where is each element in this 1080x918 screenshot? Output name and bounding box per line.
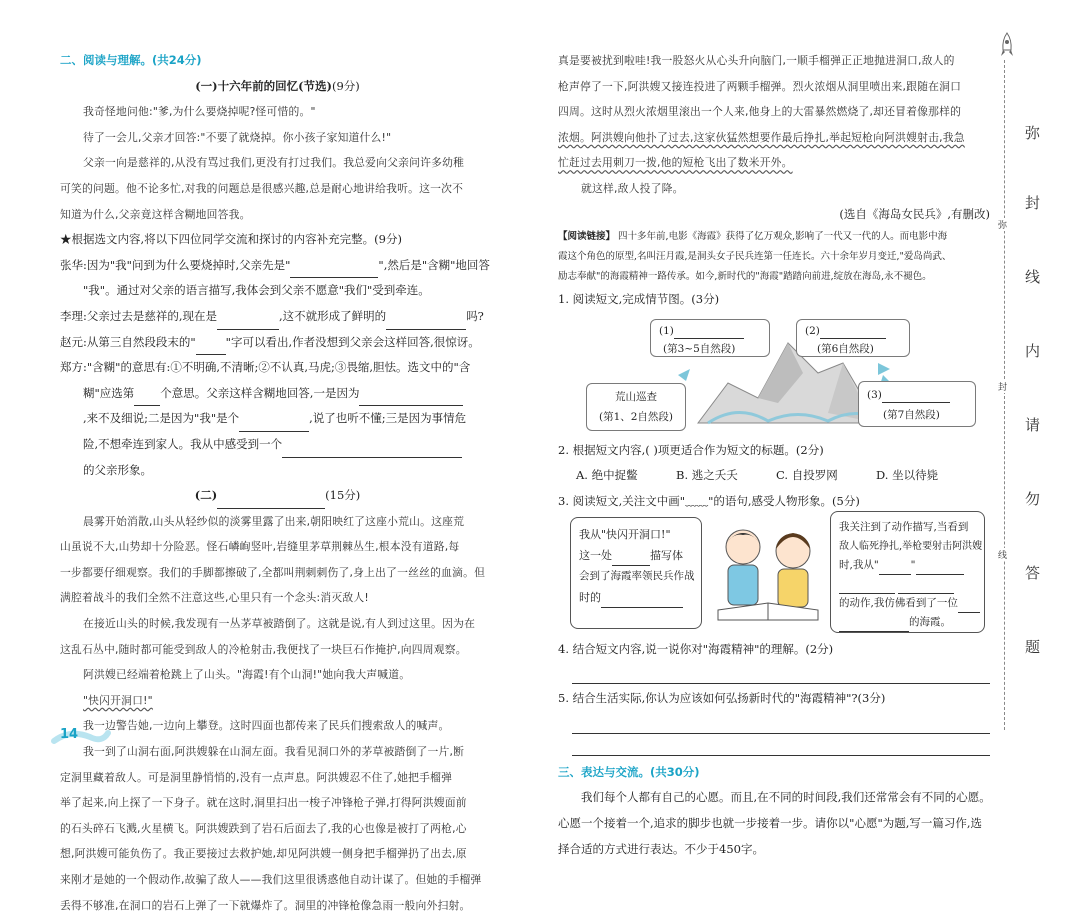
- essay-prompt: 我们每个人都有自己的心愿。而且,在不同的时间段,我们还常常会有不同的心愿。: [581, 790, 991, 805]
- option-c[interactable]: C. 自投罗网: [776, 468, 838, 483]
- option-a[interactable]: A. 绝中捉鳖: [576, 468, 638, 483]
- source-note: (选自《海岛女民兵》,有删改): [839, 206, 990, 221]
- passage1-line: 父亲一向是慈祥的,从没有骂过我们,更没有打过我们。我总爱向父亲问许多幼稚: [83, 156, 465, 170]
- plot-sub: (第3~5自然段): [663, 342, 736, 355]
- bubble-text: 时的: [579, 590, 601, 604]
- passage2-line: 阿洪嫂已经端着枪跳上了山头。"海霞!有个山洞!"她向我大声喊道。: [83, 668, 411, 682]
- bubble-text: 敌人临死挣扎,举枪要射击阿洪嫂: [839, 540, 983, 552]
- plot-box-2: [796, 319, 910, 357]
- reading-link-text: 霞这个角色的原型,名叫汪月霞,是洞头女子民兵连第一任连长。六十余年岁月变迁,"爱岛尚武、: [558, 251, 952, 263]
- passage1-line: 可笑的问题。他不论多忙,对我的问题总是很感兴趣,总是耐心地讲给我听。这一次不: [60, 181, 464, 195]
- answer-blank[interactable]: [839, 580, 895, 594]
- answer-blank[interactable]: [359, 392, 463, 406]
- answer-blank[interactable]: [134, 392, 160, 406]
- seal-char: 封: [1025, 194, 1041, 212]
- bubble-text: 时,我从": [839, 558, 879, 571]
- answer-blank[interactable]: [882, 391, 950, 403]
- answer-zhang: [60, 253, 495, 279]
- reading-link-label: 【阅读链接】: [558, 231, 616, 243]
- q-text: 个意思。父亲这样含糊地回答,一是因为: [160, 385, 360, 400]
- reading-link-text: 励志奉献"的海霞精神一路传承。如今,新时代的"海霞"踏踏向前进,绽放在海岛,永不褪色。: [558, 271, 932, 283]
- bubble-text: 我从"快闪开洞口!": [579, 527, 671, 541]
- seal-dashed-line: [1004, 60, 1005, 730]
- passage1-score: (9分): [331, 78, 360, 93]
- answer-zheng-2: [60, 381, 495, 407]
- seal-mark: 线: [998, 548, 1007, 561]
- passage2-end: 就这样,敌人投了降。: [581, 181, 684, 195]
- answer-li: [60, 304, 495, 330]
- passage2-line: 想,阿洪嫂可能负伤了。我正要接过去救护她,却见阿洪嫂一侧身把手榴弹扔了出去,原: [60, 847, 467, 861]
- plot-num: (3): [867, 388, 882, 401]
- passage2-cont-line-wavy: 浓烟。阿洪嫂向他扑了过去,这家伙猛然想要作最后挣扎,举起短枪向阿洪嫂射击,我急: [558, 130, 965, 144]
- option-d[interactable]: D. 坐以待毙: [876, 468, 939, 483]
- question-3-illustration: [558, 515, 990, 637]
- plot-box-0: [586, 383, 686, 431]
- children-reading-illustration: [708, 515, 828, 633]
- answer-blank[interactable]: [196, 341, 226, 355]
- speech-bubble-left: [570, 517, 702, 629]
- bubble-text: 的海霞。: [909, 615, 951, 628]
- page-number: 14: [60, 727, 79, 742]
- answer-zheng-1: 郑方:"含糊"的意思有:①不明确,不清晰;②不认真,马虎;③畏缩,胆怯。选文中的"含: [60, 360, 471, 375]
- answer-blank[interactable]: [290, 264, 378, 278]
- q-text: 赵元:从第三自然段段末的": [60, 334, 196, 349]
- plot-sub: (第6自然段): [817, 342, 874, 355]
- plot-num: (2): [805, 324, 820, 337]
- q-text: 吗?: [466, 308, 484, 323]
- plot-title: 荒山巡查: [615, 390, 657, 403]
- q-text: 李理:父亲过去是慈祥的,现在是: [60, 308, 218, 323]
- seal-char: 弥: [1025, 124, 1041, 142]
- passage2-line: 的石头碎石飞溅,火星横飞。阿洪嫂跌到了岩石后面去了,我的心也像是被打了两枪,心: [60, 821, 467, 835]
- passage2-line: 在接近山头的时候,我发现有一丛茅草被踏倒了。这就是说,有人到过这里。因为在: [83, 617, 476, 631]
- passage2-title: [60, 483, 495, 509]
- passage2-cont-line: 枪声停了一下,阿洪嫂又接连投进了两颗手榴弹。烈火浓烟从洞里喷出来,跟随在洞口: [558, 79, 962, 93]
- question-star: ★根据选文内容,将以下四位同学交流和探讨的内容补充完整。(9分): [60, 232, 402, 247]
- question-1: 1. 阅读短文,完成情节图。(3分): [558, 292, 720, 307]
- speech-bubble-right: [830, 511, 985, 633]
- plot-box-3: [858, 381, 976, 427]
- passage2-line: 丢得不够准,在洞口的岩石上弹了一下就爆炸了。洞里的冲锋枪像急雨一般向外扫射。: [60, 898, 471, 912]
- passage2-line: 来刚才是她的一个假动作,故骗了敌人——我们这里很诱惑他自动计谋了。但她的手榴弹: [60, 873, 482, 886]
- answer-blank[interactable]: [820, 327, 886, 339]
- q-text: 险,不想牵连到家人。我从中感受到一个: [83, 436, 283, 451]
- question-2-options: [558, 463, 990, 489]
- answer-blank[interactable]: [916, 561, 964, 575]
- right-column: [558, 48, 990, 862]
- bubble-text: 描写体: [650, 548, 683, 562]
- passage2-line: 定洞里藏着敌人。可是洞里静悄悄的,没有一点声息。阿洪嫂忍不住了,她把手榴弹: [60, 770, 453, 784]
- q-text: 张华:因为"我"问到为什么要烧掉时,父亲先是": [60, 257, 291, 272]
- q-text: ,这不就形成了鲜明的: [279, 308, 387, 323]
- q-text: ,来不及细说;二是因为"我"是个: [83, 411, 240, 426]
- answer-blank[interactable]: [217, 316, 279, 330]
- passage1-line: 我奇怪地问他:"爹,为什么要烧掉呢?怪可惜的。": [83, 105, 316, 119]
- seal-char: 请: [1025, 416, 1041, 434]
- answer-zhao: [60, 330, 495, 356]
- option-b[interactable]: B. 逃之夭夭: [676, 468, 738, 483]
- seal-char: 题: [1025, 638, 1041, 656]
- seal-char: 线: [1025, 268, 1041, 286]
- plot-diagram: [558, 313, 990, 438]
- passage2-heading: (二): [194, 488, 218, 503]
- bubble-text: 的动作,我仿佛看到了一位: [839, 596, 958, 609]
- reading-link-text: 四十多年前,电影《海霞》获得了亿万观众,影响了一代又一代的人。而电影中海: [618, 231, 948, 243]
- seal-char: 内: [1025, 342, 1041, 360]
- answer-blank[interactable]: [601, 594, 683, 608]
- answer-blank[interactable]: [612, 552, 650, 566]
- plot-num: (1): [659, 324, 674, 337]
- passage2-cont-line: 真是要被扰到啦哇!我一股怒火从心头升向脑门,一顺手榴弹正正地抛进洞口,敌人的: [558, 54, 955, 67]
- q-text: ,说了也听不懂;三是因为事情危: [309, 411, 467, 426]
- answer-zheng-4: [60, 432, 495, 458]
- answer-blank[interactable]: [839, 618, 909, 632]
- plot-box-1: [650, 319, 770, 357]
- essay-prompt: 择合适的方式进行表达。不少于450字。: [558, 841, 764, 856]
- passage1-line: 待了一会儿,父亲才回答:"不要了就烧掉。你小孩子家知道什么!": [83, 130, 392, 144]
- question-3: 3. 阅读短文,关注文中画"﹏﹏"的语句,感受人物形象。(5分): [558, 493, 860, 508]
- passage2-line-wavy: "快闪开洞口!": [83, 693, 153, 707]
- answer-line-q5-2[interactable]: [572, 734, 990, 756]
- answer-line-q4[interactable]: [572, 662, 990, 684]
- question-5: 5. 结合生活实际,你认为应该如何弘扬新时代的"海霞精神"?(3分): [558, 691, 886, 706]
- seal-char: 答: [1025, 564, 1041, 582]
- answer-zheng-5: 的父亲形象。: [83, 462, 152, 477]
- answer-blank[interactable]: [958, 599, 980, 613]
- rocket-icon: [1000, 32, 1014, 58]
- passage2-line: 晨雾开始消散,山头从轻纱似的淡雾里露了出来,朝阳映红了这座小荒山。这座荒: [83, 514, 465, 528]
- q-text: ",然后是"含糊"地回答: [378, 257, 490, 272]
- q-text: 糊"应选第: [83, 385, 135, 400]
- question-2: 2. 根据短文内容,( )项更适合作为短文的标题。(2分): [558, 442, 824, 457]
- plot-sub: (第7自然段): [883, 408, 940, 421]
- answer-blank[interactable]: [239, 418, 309, 432]
- page-number-swoosh: [50, 725, 110, 747]
- passage1-heading: (一)十六年前的回忆(节选): [195, 78, 332, 93]
- passage1-title: [60, 74, 495, 100]
- answer-blank[interactable]: [386, 316, 466, 330]
- answer-blank[interactable]: [879, 561, 911, 575]
- passage1-line: 知道为什么,父亲竟这样含糊地回答我。: [60, 207, 251, 221]
- passage2-line: 举了起来,向上探了一下身子。就在这时,洞里扫出一梭子冲锋枪子弹,打得阿洪嫂面前: [60, 796, 467, 810]
- q-text: "字可以看出,作者没想到父亲会这样回答,很惊讶。: [225, 334, 480, 349]
- essay-prompt: 心愿一个接着一个,追求的脚步也就一步接着一步。请你以"心愿"为题,写一篇习作,选: [558, 815, 983, 830]
- seal-mark: 封: [998, 380, 1007, 393]
- passage2-cont-line: 四周。这时从烈火浓烟里滚出一个人来,他身上的大雷暴然燃烧了,却还冒着像那样的: [558, 105, 962, 119]
- answer-blank[interactable]: [898, 580, 954, 594]
- passage2-line: 我一边警告她,一边向上攀登。这时四面也都传来了民兵们搜索敌人的喊声。: [83, 719, 450, 733]
- reading-link: [558, 227, 990, 247]
- left-column: [60, 48, 495, 918]
- title-blank[interactable]: [217, 495, 325, 509]
- bubble-text: 会到了海霞率领民兵作战: [579, 569, 695, 582]
- question-4: 4. 结合短文内容,说一说你对"海霞精神"的理解。(2分): [558, 641, 834, 656]
- passage2-line: 满腔着战斗的我们全然不注意这些,心里只有一个念头:消灭敌人!: [60, 591, 369, 605]
- passage2-cont-line-wavy: 忙赶过去用刺刀一拨,他的短枪飞出了数米开外。: [558, 156, 793, 170]
- answer-line-q5[interactable]: [572, 712, 990, 734]
- seal-mark: 弥: [998, 218, 1007, 231]
- plot-sub: (第1、2自然段): [598, 410, 674, 423]
- section-title-writing: 三、表达与交流。(共30分): [558, 764, 700, 779]
- answer-blank[interactable]: [282, 444, 462, 458]
- passage2-score: (15分): [325, 488, 361, 503]
- answer-blank[interactable]: [674, 327, 744, 339]
- answer-zhang-2: "我"。通过对父亲的语言描写,我体会到父亲不愿意"我们"受到牵连。: [83, 283, 430, 298]
- bubble-text: 我关注到了动作描写,当看到: [839, 520, 969, 533]
- bubble-text: 这一处: [579, 548, 612, 562]
- passage2-line: 一步都要仔细观察。我们的手脚都擦破了,全都叫荆刺刺伤了,身上出了一丝丝的血滴。但: [60, 565, 486, 579]
- passage2-line: 山虽说不大,山势却十分险恶。怪石嶙峋竖叶,岩缝里茅草荆棘丛生,根本没有道路,每: [60, 540, 460, 554]
- passage2-line: 我一到了山洞右面,阿洪嫂躲在山洞左面。我看见洞口外的茅草被踏倒了一片,断: [83, 745, 465, 759]
- passage2-line: 这乱石丛中,随时都可能受到敌人的冷枪射击,我便找了一块巨石作掩护,向四周观察。: [60, 642, 467, 656]
- seal-char: 勿: [1025, 490, 1041, 508]
- section-title-reading: 二、阅读与理解。(共24分): [60, 53, 202, 67]
- bubble-text: ": [910, 558, 916, 571]
- answer-zheng-3: [60, 406, 495, 432]
